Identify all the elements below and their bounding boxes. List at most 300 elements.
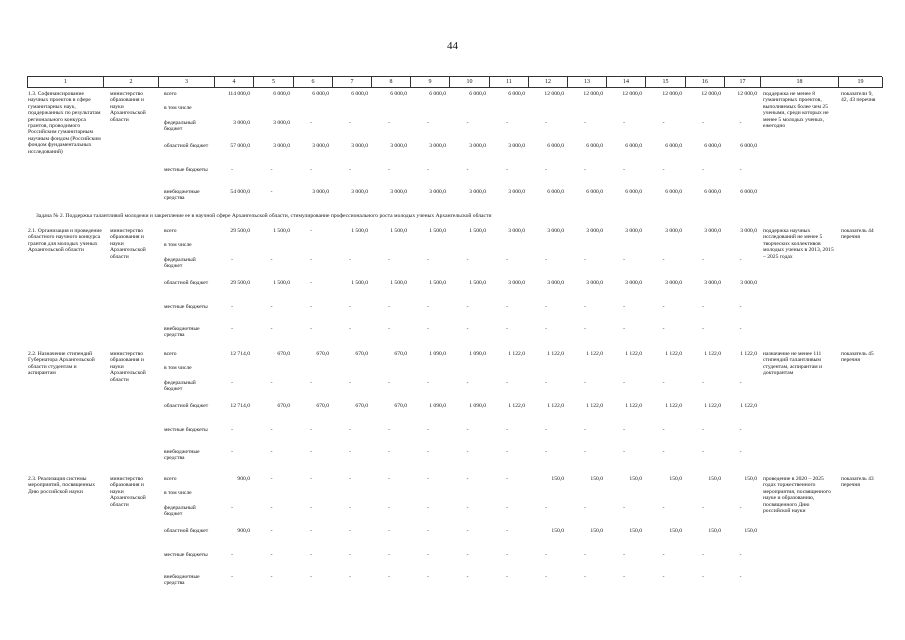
funding-value: - xyxy=(349,257,351,263)
funding-value: - xyxy=(310,505,312,511)
funding-value: - xyxy=(584,574,586,580)
activity-name: 2.1. Организация и проведение областного научного конкурса грантов для молодых ученых Архангельской области xyxy=(28,228,102,254)
funding-value: - xyxy=(349,476,351,482)
funding-value: - xyxy=(427,326,429,332)
funding-value: 114 000,0 xyxy=(227,91,250,97)
header-col-2: 2 xyxy=(104,77,159,88)
funding-value: 12 000,0 xyxy=(662,91,682,97)
funding-value: - xyxy=(545,427,547,433)
funding-value: 1 122,0 xyxy=(508,403,525,409)
funding-value: - xyxy=(545,326,547,332)
header-col-15: 15 xyxy=(646,77,686,88)
funding-value: - xyxy=(231,427,233,433)
funding-value: 3 000,0 xyxy=(625,228,642,234)
funding-source-label: местные бюджеты xyxy=(164,167,208,173)
funding-value: - xyxy=(702,167,704,173)
funding-value: - xyxy=(427,476,429,482)
header-col-6: 6 xyxy=(294,77,333,88)
funding-source-label: в том числе xyxy=(164,242,192,248)
funding-source-label: федеральный бюджет xyxy=(164,257,196,270)
funding-value: 670,0 xyxy=(277,403,290,409)
funding-value: - xyxy=(506,304,508,310)
funding-value: - xyxy=(427,552,429,558)
funding-value: - xyxy=(623,449,625,455)
funding-value: - xyxy=(270,326,273,332)
funding-source-label: в том числе xyxy=(164,490,192,496)
funding-value: - xyxy=(270,505,273,511)
funding-value: - xyxy=(310,449,312,455)
funding-value: - xyxy=(270,167,273,173)
funding-value: 6 000,0 xyxy=(273,91,290,97)
funding-value: 150,0 xyxy=(551,528,564,534)
funding-value: 1 090,0 xyxy=(429,403,446,409)
funding-value: - xyxy=(231,505,233,511)
funding-value: - xyxy=(506,380,508,386)
header-col-10: 10 xyxy=(450,77,490,88)
funding-value: - xyxy=(506,326,508,332)
funding-value: 3 000,0 xyxy=(351,189,368,195)
header-col-14: 14 xyxy=(607,77,646,88)
funding-value: 150,0 xyxy=(744,528,757,534)
funding-value: 1 122,0 xyxy=(586,351,603,357)
funding-value: - xyxy=(584,257,586,263)
funding-value: - xyxy=(545,574,547,580)
funding-value: 12 000,0 xyxy=(701,91,721,97)
activity-executor: министерство образования и науки Архангельской области xyxy=(110,476,146,508)
funding-value: 6 000,0 xyxy=(508,91,525,97)
funding-value: 3 000,0 xyxy=(547,228,564,234)
funding-value: 3 000,0 xyxy=(625,280,642,286)
funding-source-label: областной бюджет xyxy=(164,143,209,149)
header-col-19: 19 xyxy=(839,77,883,88)
funding-value: - xyxy=(702,257,704,263)
funding-value: - xyxy=(231,574,233,580)
header-col-16: 16 xyxy=(686,77,725,88)
activity-name: 2.3. Реализация системы мероприятий, посвященных Дню российской науки xyxy=(28,476,96,495)
funding-value: 150,0 xyxy=(629,476,642,482)
funding-value: - xyxy=(662,120,665,126)
funding-value: - xyxy=(270,189,273,195)
activity-outcome: поддержка научных исследований не менее 5 творческих коллективов молодых ученых в 2013, 2015 – 2025 годах xyxy=(763,228,834,260)
funding-value: - xyxy=(466,257,469,263)
funding-value: 3 000,0 xyxy=(508,143,525,149)
funding-value: - xyxy=(349,326,351,332)
funding-value: 12 000,0 xyxy=(622,91,642,97)
funding-value: - xyxy=(545,167,547,173)
funding-value: - xyxy=(310,228,312,234)
funding-value: - xyxy=(388,120,390,126)
funding-value: - xyxy=(584,167,586,173)
funding-value: - xyxy=(545,380,547,386)
funding-value: - xyxy=(270,304,273,310)
funding-value: 1 122,0 xyxy=(508,351,525,357)
funding-value: 1 122,0 xyxy=(740,403,757,409)
funding-value: 12 000,0 xyxy=(737,91,757,97)
funding-value: 1 090,0 xyxy=(469,403,486,409)
table-header-row xyxy=(27,76,882,88)
funding-value: 1 122,0 xyxy=(665,403,682,409)
funding-value: - xyxy=(310,167,312,173)
funding-source-label: всего xyxy=(164,91,177,97)
funding-value: - xyxy=(623,326,625,332)
funding-value: 1 500,0 xyxy=(390,228,407,234)
funding-value: - xyxy=(739,257,742,263)
funding-value: - xyxy=(702,552,704,558)
funding-value: - xyxy=(545,304,547,310)
funding-value: - xyxy=(388,476,390,482)
funding-value: - xyxy=(349,380,351,386)
funding-value: 1 090,0 xyxy=(429,351,446,357)
funding-value: 6 000,0 xyxy=(351,91,368,97)
funding-value: - xyxy=(310,574,312,580)
funding-value: - xyxy=(310,380,312,386)
funding-value: - xyxy=(388,574,390,580)
funding-value: 3 000,0 xyxy=(508,228,525,234)
funding-value: 150,0 xyxy=(590,476,603,482)
funding-value: - xyxy=(466,574,469,580)
funding-value: - xyxy=(584,326,586,332)
funding-value: 6 000,0 xyxy=(665,189,682,195)
funding-source-label: местные бюджеты xyxy=(164,427,208,433)
funding-value: - xyxy=(623,380,625,386)
funding-source-label: областной бюджет xyxy=(164,528,209,534)
funding-value: - xyxy=(310,427,312,433)
funding-value: 150,0 xyxy=(551,476,564,482)
funding-value: - xyxy=(388,326,390,332)
funding-value: - xyxy=(310,552,312,558)
funding-value: 29 500,0 xyxy=(230,280,250,286)
header-col-9: 9 xyxy=(411,77,450,88)
funding-value: - xyxy=(270,449,273,455)
funding-value: 6 000,0 xyxy=(547,143,564,149)
funding-value: - xyxy=(702,380,704,386)
header-col-12: 12 xyxy=(529,77,568,88)
funding-value: 150,0 xyxy=(590,528,603,534)
funding-value: - xyxy=(349,449,351,455)
funding-value: - xyxy=(310,120,312,126)
funding-value: 1 500,0 xyxy=(429,228,446,234)
funding-value: - xyxy=(427,167,429,173)
funding-value: - xyxy=(388,304,390,310)
funding-source-label: внебюджетные средства xyxy=(164,449,200,462)
funding-value: - xyxy=(270,552,273,558)
funding-value: 6 000,0 xyxy=(704,143,721,149)
header-col-17: 17 xyxy=(725,77,761,88)
activity-name: 1.3. Софинансирование научных проектов в сфере гуманитарных наук, поддержанных по результатам регионального конкурса грантов, проводимого Российским гуманитарным научным фондом (Российским фондом фундаментальных исследований) xyxy=(28,91,101,155)
funding-source-label: местные бюджеты xyxy=(164,552,208,558)
funding-value: - xyxy=(584,427,586,433)
funding-value: - xyxy=(427,257,429,263)
funding-value: - xyxy=(427,505,429,511)
funding-value: 3 000,0 xyxy=(704,228,721,234)
funding-value: - xyxy=(427,528,429,534)
funding-source-label: всего xyxy=(164,228,177,234)
funding-value: - xyxy=(739,120,742,126)
funding-value: 150,0 xyxy=(744,476,757,482)
funding-value: - xyxy=(702,326,704,332)
funding-value: 6 000,0 xyxy=(469,91,486,97)
funding-value: 670,0 xyxy=(355,351,368,357)
funding-value: - xyxy=(623,304,625,310)
funding-value: - xyxy=(623,427,625,433)
funding-value: - xyxy=(270,257,273,263)
funding-value: 150,0 xyxy=(708,528,721,534)
funding-value: - xyxy=(662,380,665,386)
funding-value: 1 122,0 xyxy=(740,351,757,357)
funding-value: 6 000,0 xyxy=(704,189,721,195)
funding-value: - xyxy=(388,505,390,511)
funding-value: 1 122,0 xyxy=(665,351,682,357)
funding-value: - xyxy=(662,505,665,511)
funding-source-label: федеральный бюджет xyxy=(164,120,196,133)
funding-value: - xyxy=(662,326,665,332)
funding-value: - xyxy=(388,167,390,173)
funding-value: 12 714,0 xyxy=(230,351,250,357)
funding-value: - xyxy=(623,505,625,511)
activity-outcome: поддержка не менее 8 гуманитарных проектов, выполняемых более чем 25 учеными, среди которых не менее 5 молодых ученых, ежегодно xyxy=(763,91,829,130)
header-col-11: 11 xyxy=(490,77,529,88)
funding-value: 3 000,0 xyxy=(390,143,407,149)
funding-value: - xyxy=(702,449,704,455)
funding-value: 6 000,0 xyxy=(740,189,757,195)
funding-value: - xyxy=(466,505,469,511)
funding-value: 1 122,0 xyxy=(625,351,642,357)
funding-value: - xyxy=(506,427,508,433)
funding-value: - xyxy=(310,257,312,263)
funding-value: 3 000,0 xyxy=(586,280,603,286)
funding-value: - xyxy=(466,476,469,482)
funding-value: - xyxy=(427,449,429,455)
funding-value: - xyxy=(662,574,665,580)
funding-value: 670,0 xyxy=(394,351,407,357)
funding-value: 150,0 xyxy=(708,476,721,482)
funding-source-label: в том числе xyxy=(164,365,192,371)
funding-value: 1 500,0 xyxy=(469,280,486,286)
funding-value: - xyxy=(662,257,665,263)
funding-value: - xyxy=(388,380,390,386)
activity-outcome: проведение в 2020 – 2025 годах торжественного мероприятия, посвященного науке и образованию, посвященного Дню российской науки xyxy=(763,476,831,515)
funding-source-label: внебюджетные средства xyxy=(164,189,200,202)
funding-value: - xyxy=(584,304,586,310)
funding-value: 54 000,0 xyxy=(230,189,250,195)
funding-source-label: областной бюджет xyxy=(164,280,209,286)
activity-indicator: показатель 44 перечня xyxy=(841,228,874,241)
funding-value: - xyxy=(388,257,390,263)
funding-value: - xyxy=(349,505,351,511)
funding-value: - xyxy=(584,505,586,511)
funding-value: 57 000,0 xyxy=(230,143,250,149)
funding-value: - xyxy=(231,380,233,386)
funding-value: - xyxy=(231,449,233,455)
funding-source-label: в том числе xyxy=(164,105,192,111)
funding-value: 670,0 xyxy=(277,351,290,357)
funding-value: - xyxy=(739,449,742,455)
funding-value: 3 000,0 xyxy=(740,280,757,286)
funding-value: - xyxy=(584,120,586,126)
funding-value: 670,0 xyxy=(316,403,329,409)
funding-value: - xyxy=(584,380,586,386)
funding-value: - xyxy=(427,574,429,580)
funding-value: 1 122,0 xyxy=(547,403,564,409)
funding-value: - xyxy=(349,528,351,534)
funding-value: 3 000,0 xyxy=(273,143,290,149)
funding-value: 670,0 xyxy=(316,351,329,357)
funding-value: - xyxy=(739,380,742,386)
funding-value: - xyxy=(739,505,742,511)
funding-value: 1 500,0 xyxy=(273,228,290,234)
funding-value: 3 000,0 xyxy=(429,189,446,195)
funding-value: - xyxy=(702,120,704,126)
funding-value: - xyxy=(349,120,351,126)
funding-value: - xyxy=(545,120,547,126)
funding-value: - xyxy=(310,326,312,332)
funding-source-label: федеральный бюджет xyxy=(164,505,196,518)
funding-source-label: внебюджетные средства xyxy=(164,574,200,587)
funding-value: - xyxy=(662,427,665,433)
funding-value: - xyxy=(739,427,742,433)
funding-value: 6 000,0 xyxy=(665,143,682,149)
funding-value: 3 000,0 xyxy=(429,143,446,149)
funding-value: 1 122,0 xyxy=(547,351,564,357)
funding-value: 12 000,0 xyxy=(583,91,603,97)
funding-value: - xyxy=(349,552,351,558)
funding-value: 6 000,0 xyxy=(625,189,642,195)
funding-value: 3 000,0 xyxy=(233,120,250,126)
funding-source-label: внебюджетные средства xyxy=(164,326,200,339)
header-col-1: 1 xyxy=(28,77,104,88)
funding-value: - xyxy=(702,505,704,511)
funding-value: - xyxy=(545,552,547,558)
funding-value: 900,0 xyxy=(237,476,250,482)
funding-value: - xyxy=(506,167,508,173)
funding-value: - xyxy=(662,449,665,455)
funding-value: - xyxy=(702,427,704,433)
funding-value: 6 000,0 xyxy=(586,189,603,195)
funding-value: - xyxy=(388,528,390,534)
funding-value: 6 000,0 xyxy=(312,91,329,97)
funding-value: 3 000,0 xyxy=(586,228,603,234)
funding-value: 3 000,0 xyxy=(508,189,525,195)
funding-value: 3 000,0 xyxy=(665,228,682,234)
funding-value: - xyxy=(584,552,586,558)
activity-indicator: показатели 9, 42, 43 перечня xyxy=(841,91,876,104)
funding-value: - xyxy=(270,528,273,534)
funding-value: - xyxy=(466,427,469,433)
funding-value: 670,0 xyxy=(355,403,368,409)
funding-value: - xyxy=(231,326,233,332)
funding-value: - xyxy=(739,552,742,558)
funding-value: 6 000,0 xyxy=(586,143,603,149)
funding-value: - xyxy=(623,120,625,126)
funding-value: - xyxy=(623,574,625,580)
funding-value: - xyxy=(310,280,312,286)
funding-value: 1 122,0 xyxy=(704,351,721,357)
funding-value: 3 000,0 xyxy=(469,143,486,149)
funding-source-label: федеральный бюджет xyxy=(164,380,196,393)
funding-value: - xyxy=(623,167,625,173)
activity-indicator: показатель 43 перечня xyxy=(841,476,874,489)
funding-value: - xyxy=(506,552,508,558)
funding-value: - xyxy=(270,380,273,386)
task-heading: Задача № 2. Поддержка талантливой молодежи и закрепление ее в научной сфере Архангельской области, стимулирование профессионального роста молодых ученых Архангельской области xyxy=(36,213,492,219)
funding-value: - xyxy=(388,427,390,433)
funding-value: - xyxy=(427,120,429,126)
funding-value: 150,0 xyxy=(669,476,682,482)
funding-value: - xyxy=(506,574,508,580)
funding-value: 1 500,0 xyxy=(469,228,486,234)
funding-value: 3 000,0 xyxy=(469,189,486,195)
funding-value: - xyxy=(466,552,469,558)
funding-value: 6 000,0 xyxy=(390,91,407,97)
funding-value: 1 122,0 xyxy=(586,403,603,409)
funding-value: 6 000,0 xyxy=(740,143,757,149)
activity-outcome: назначение не менее 111 стипендий талантливым студентам, аспирантам и докторантам xyxy=(763,351,823,377)
funding-value: 6 000,0 xyxy=(429,91,446,97)
activity-executor: министерство образования и науки Архангельской области xyxy=(110,228,146,260)
funding-value: 12 000,0 xyxy=(544,91,564,97)
header-col-13: 13 xyxy=(568,77,607,88)
funding-value: - xyxy=(545,449,547,455)
activity-executor: министерство образования и науки Архангельской области xyxy=(110,351,146,383)
funding-value: - xyxy=(506,476,508,482)
activity-executor: министерство образования и науки Архангельской области xyxy=(110,91,146,123)
funding-value: - xyxy=(388,552,390,558)
funding-value: - xyxy=(231,167,233,173)
funding-value: - xyxy=(310,304,312,310)
funding-value: - xyxy=(584,449,586,455)
funding-source-label: областной бюджет xyxy=(164,403,209,409)
header-col-7: 7 xyxy=(333,77,372,88)
funding-value: - xyxy=(739,167,742,173)
funding-value: 150,0 xyxy=(629,528,642,534)
funding-value: 1 500,0 xyxy=(429,280,446,286)
funding-value: - xyxy=(270,476,273,482)
funding-value: - xyxy=(310,476,312,482)
funding-value: - xyxy=(506,528,508,534)
funding-value: 150,0 xyxy=(669,528,682,534)
funding-value: - xyxy=(545,257,547,263)
funding-value: 1 500,0 xyxy=(273,280,290,286)
funding-value: 29 500,0 xyxy=(230,228,250,234)
funding-value: - xyxy=(739,574,742,580)
funding-value: - xyxy=(545,505,547,511)
funding-value: - xyxy=(623,257,625,263)
funding-value: 12 714,0 xyxy=(230,403,250,409)
funding-value: 6 000,0 xyxy=(625,143,642,149)
funding-value: - xyxy=(623,552,625,558)
funding-value: - xyxy=(466,449,469,455)
funding-source-label: всего xyxy=(164,351,177,357)
header-col-18: 18 xyxy=(761,77,839,88)
funding-value: 1 500,0 xyxy=(351,228,368,234)
funding-value: - xyxy=(231,552,233,558)
funding-value: - xyxy=(466,304,469,310)
funding-value: - xyxy=(702,304,704,310)
funding-value: 3 000,0 xyxy=(312,143,329,149)
funding-value: 3 000,0 xyxy=(312,189,329,195)
funding-value: - xyxy=(506,257,508,263)
funding-value: - xyxy=(388,449,390,455)
funding-value: 1 122,0 xyxy=(625,403,642,409)
funding-value: 1 090,0 xyxy=(469,351,486,357)
funding-value: - xyxy=(427,380,429,386)
funding-value: 670,0 xyxy=(394,403,407,409)
funding-value: - xyxy=(739,326,742,332)
funding-value: - xyxy=(310,528,312,534)
funding-value: - xyxy=(231,257,233,263)
activity-name: 2.2. Назначение стипендий Губернатора Архангельской области студентам и аспирантам xyxy=(28,351,95,377)
header-col-4: 4 xyxy=(215,77,254,88)
